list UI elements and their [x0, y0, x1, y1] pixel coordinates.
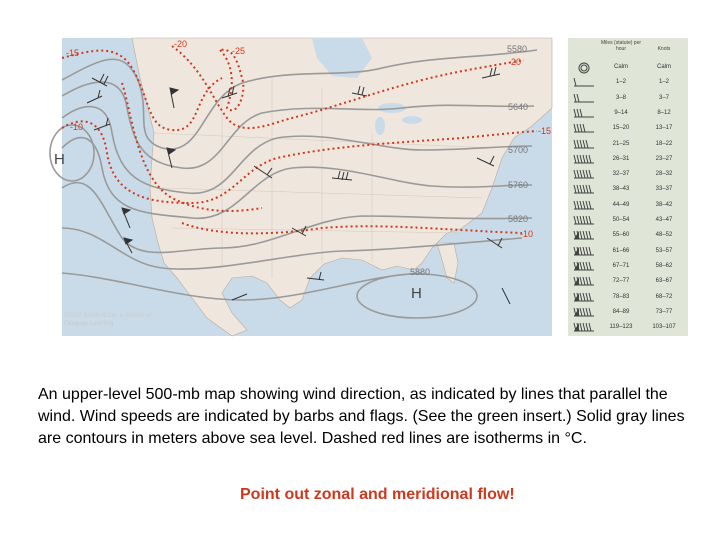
great-lake: [375, 117, 385, 135]
legend-mph-value: Calm: [613, 64, 628, 70]
isotherm-label: -15: [538, 126, 552, 136]
wind-speed-legend: [568, 38, 688, 336]
contour-label: 5640: [508, 102, 529, 112]
highlight-note: Point out zonal and meridional flow!: [240, 486, 515, 503]
weather-map: [54, 38, 552, 336]
legend-knots-value: Calm: [656, 64, 671, 70]
contour-label: 5880: [410, 267, 431, 277]
legend-mph-value: 15–20: [612, 125, 630, 132]
isotherm-label: -25: [232, 46, 246, 56]
legend-knots-value: 53–57: [655, 247, 673, 254]
contour-label: 5700: [508, 145, 529, 155]
high-pressure-label: H: [54, 151, 65, 168]
legend-mph-value: 3–8: [615, 94, 626, 101]
legend-knots-value: 63–67: [655, 278, 673, 285]
legend-knots-value: 58–62: [655, 262, 673, 269]
legend-header-mph: Miles (statute) per hour: [601, 40, 642, 52]
legend-knots-value: 73–77: [655, 308, 673, 315]
legend-knots-value: 1–2: [658, 79, 669, 86]
legend-knots-value: 18–22: [655, 140, 673, 147]
legend-mph-value: 1–2: [615, 79, 626, 86]
credit-line: Cengage Learning: [64, 321, 114, 327]
contour-label: 5580: [507, 44, 528, 54]
contour-label: 5820: [508, 214, 529, 224]
legend-mph-value: 38–43: [612, 186, 630, 193]
legend-mph-value: 26–31: [612, 155, 630, 162]
legend-header-knots: Knots: [657, 46, 671, 52]
legend-row: [568, 320, 688, 337]
legend-knots-value: 28–32: [655, 171, 673, 178]
legend-mph-value: 61–66: [612, 247, 630, 254]
legend-mph-value: 78–83: [612, 293, 630, 300]
flag-icon: [570, 320, 598, 337]
legend-mph-value: 119–123: [609, 324, 633, 331]
legend-knots-value: 103–107: [652, 324, 676, 331]
legend-mph-value: 32–37: [612, 171, 630, 178]
legend-mph-value: 72–77: [612, 278, 630, 285]
great-lake: [402, 116, 422, 124]
map-svg: [54, 38, 552, 336]
high-pressure-label: H: [411, 285, 422, 302]
credit-line: ©2010 Brooks/Cole, a division of: [64, 313, 152, 319]
legend-mph-value: 67–71: [612, 262, 630, 269]
isotherm-label: -10: [70, 122, 84, 132]
legend-knots-value: 23–27: [655, 155, 673, 162]
isotherm-label: -15: [66, 48, 80, 58]
map-credit: [64, 312, 204, 328]
legend-mph-value: 84–89: [612, 308, 630, 315]
legend-mph-value: 9–14: [614, 109, 628, 116]
contour-label: 5760: [508, 180, 529, 190]
legend-knots-value: 38–42: [655, 201, 673, 208]
legend-knots-value: 68–72: [655, 293, 673, 300]
legend-knots-value: 8–12: [657, 109, 671, 116]
legend-mph-value: 50–54: [612, 217, 630, 223]
legend-mph-value: 55–60: [612, 232, 630, 239]
isotherm-label: -20: [508, 57, 522, 67]
caption-text: An upper-level 500-mb map showing wind direction, as indicated by lines that parallel the wind. Wind speeds are indicated by barbs and flags. (See the green insert.) Solid gray lines are contours in meters above sea level. Dashed red lines are isotherms in °C.: [38, 386, 685, 447]
legend-mph-value: 21–25: [612, 140, 630, 147]
isotherm-label: -10: [520, 229, 534, 239]
legend-knots-value: 33–37: [655, 186, 673, 193]
legend-knots-value: 48–52: [655, 232, 673, 239]
isotherm-label: -20: [174, 39, 188, 49]
legend-knots-value: 13–17: [655, 125, 673, 132]
legend-knots-value: 43–47: [655, 217, 673, 223]
legend-mph-value: 44–49: [612, 201, 630, 208]
legend-knots-value: 3–7: [658, 94, 669, 101]
